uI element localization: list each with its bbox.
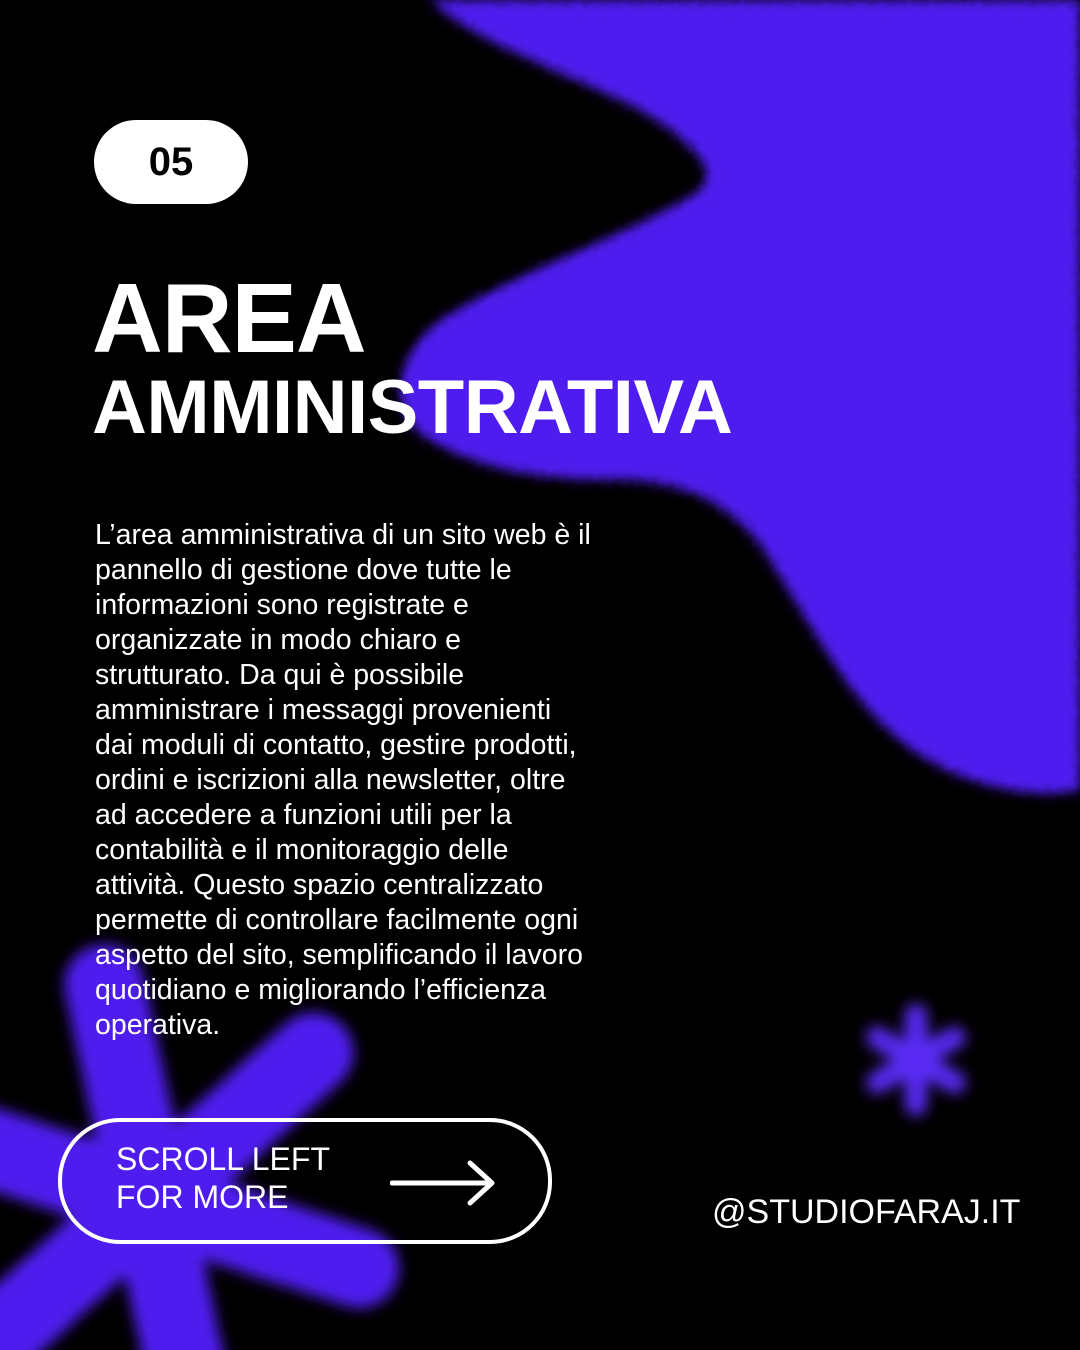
body-line: contabilità e il monitoraggio delle — [95, 834, 509, 866]
body-line: organizzate in modo chiaro e — [95, 624, 461, 656]
slide-number-badge: 05 — [94, 120, 248, 204]
body-line: ad accedere a funzioni utili per la — [95, 799, 512, 831]
body-line: permette di controllare facilmente ogni — [95, 904, 579, 936]
arrow-right-icon — [390, 1158, 500, 1208]
body-line: aspetto del sito, semplificando il lavoro — [95, 939, 583, 971]
scroll-left-label-line-1: SCROLL LEFT — [116, 1141, 330, 1177]
body-line: strutturato. Da qui è possibile — [95, 659, 465, 691]
body-paragraph — [95, 518, 695, 1043]
body-line: dai moduli di contatto, gestire prodotti, — [95, 729, 577, 761]
scroll-left-button[interactable] — [58, 1118, 552, 1244]
title-line-1: AREA — [92, 263, 366, 373]
body-line: L’area amministrativa di un sito web è il — [95, 519, 591, 551]
body-line: amministrare i messaggi provenienti — [95, 694, 552, 726]
body-line: pannello di gestione dove tutte le — [95, 554, 512, 586]
body-line: quotidiano e migliorando l’efficienza — [95, 974, 547, 1006]
scroll-left-label — [116, 1140, 330, 1216]
body-line: attività. Questo spazio centralizzato — [95, 869, 544, 901]
body-line: operativa. — [95, 1009, 221, 1041]
title-line-2: AMMINISTRATIVA — [92, 365, 733, 450]
body-line: ordini e iscrizioni alla newsletter, oltre — [95, 764, 566, 796]
asterisk-icon-small — [862, 1004, 970, 1116]
scroll-left-label-line-2: FOR MORE — [116, 1179, 289, 1215]
social-handle: @STUDIOFARAJ.IT — [712, 1193, 1021, 1231]
body-line: informazioni sono registrate e — [95, 589, 469, 621]
